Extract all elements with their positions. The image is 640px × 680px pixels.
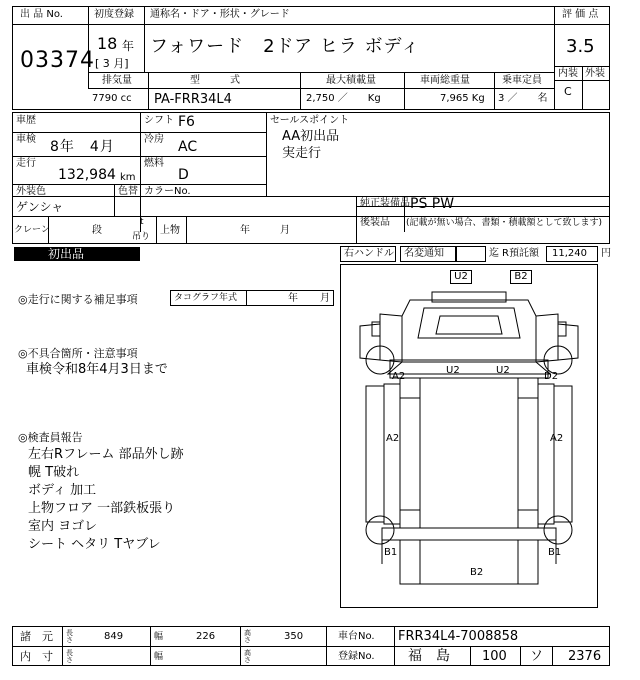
lot-number: 03374: [20, 48, 95, 73]
exterior-label: 外装: [585, 68, 605, 79]
deck-year: 年: [240, 225, 250, 236]
tachograph-label: タコグラフ年式: [174, 293, 238, 303]
color-label: 外装色: [16, 186, 46, 197]
tacho-month: 月: [320, 293, 330, 304]
load-label: 最大積載量: [326, 75, 376, 86]
history-label: 車歴: [16, 115, 36, 126]
r-calc-unit: 円: [601, 248, 611, 259]
fuel-value: D: [178, 167, 189, 183]
gross-label: 車両総重量: [420, 75, 470, 86]
mark-a2-left-front: A2: [392, 371, 406, 382]
vin-label: 車台No.: [338, 631, 375, 642]
defect-item-1: 車検令和8年4月3日まで: [26, 362, 168, 377]
reg-class: 100: [482, 649, 507, 664]
equip-value: PS PW: [410, 196, 455, 212]
r-calc-label: R預託額: [502, 248, 539, 259]
sales-point-1: AA初出品: [282, 129, 340, 144]
inner-label: 内 寸: [20, 650, 53, 663]
interior-label: 内装: [558, 68, 578, 79]
ac-value: AC: [178, 139, 198, 155]
ac-label: 冷房: [144, 134, 164, 145]
r-calc-value: 11,240: [552, 248, 587, 259]
color-code-label: カラーNo.: [144, 186, 191, 197]
inspector-item-4: 上物フロア 一部鉄板張り: [28, 501, 176, 516]
defects-title: ◎不具合箇所・注意事項: [18, 347, 138, 360]
tacho-year: 年: [288, 293, 298, 304]
fuel-label: 燃料: [144, 158, 164, 169]
mark-u2-top: U2: [450, 270, 472, 284]
mark-a2-left-side: A2: [386, 433, 400, 444]
height-value: 350: [284, 631, 304, 642]
inner-width-label: 幅: [154, 652, 164, 662]
width-value: 226: [196, 631, 216, 642]
mileage-label: 走行: [16, 158, 36, 169]
height-label: 高さ: [244, 629, 251, 644]
load-value: 2,750 ／ Kg: [306, 93, 381, 104]
length-value: 849: [104, 631, 124, 642]
mark-b2-rear: B2: [470, 567, 484, 578]
aftermarket-note: (記載が無い場合、書類・積載額として致します): [406, 218, 603, 228]
equip-label: 純正装備品: [360, 198, 410, 209]
interior-grade: C: [564, 85, 572, 98]
mark-u2-cab-left: U2: [446, 365, 460, 376]
inspector-item-1: 左右Rフレーム 部品外し跡: [28, 447, 184, 462]
score-label: 評 価 点: [562, 9, 599, 20]
displacement-label: 排気量: [102, 75, 132, 86]
deck-label: 上物: [160, 225, 180, 236]
lot-label: 出 品 No.: [20, 9, 63, 20]
inspector-item-5: 室内 ヨゴレ: [28, 519, 98, 534]
shift-label: シフト: [144, 115, 174, 126]
mark-u2-cab-right: U2: [496, 365, 510, 376]
reg-region: 福 島: [408, 648, 450, 664]
vin-value: FRR34L4-7008858: [398, 629, 519, 644]
inspector-title: ◎検査員報告: [18, 431, 83, 444]
inspection-label: 車検: [16, 134, 36, 145]
inspection-value: 8年 4月: [50, 139, 115, 155]
inner-length-label: 長さ: [66, 649, 73, 664]
first-reg-label: 初度登録: [94, 9, 134, 20]
mark-b1-right-rear: B1: [548, 547, 562, 558]
score-value: 3.5: [566, 36, 595, 57]
gross-value: 7,965 Kg: [440, 93, 485, 104]
mileage-value: 132,984: [58, 167, 116, 183]
capacity-value: 3 ／ 名: [498, 93, 548, 104]
mark-a2-right-side: A2: [550, 433, 564, 444]
displacement-value: 7790 cc: [92, 93, 132, 104]
model-label: 型 式: [190, 75, 240, 86]
crane-label: クレーン: [14, 225, 50, 235]
color-change-label: 色替: [118, 186, 138, 197]
driving-notes-title: ◎走行に関する補足事項: [18, 293, 138, 306]
aftermarket-label: 後装品: [360, 217, 390, 228]
inner-height-label: 高さ: [244, 649, 251, 664]
reg-kana: ソ: [530, 649, 544, 664]
inspector-item-2: 幌 T破れ: [28, 465, 80, 480]
year-unit: 年: [122, 39, 135, 53]
steering-value: 右ハンドル: [344, 248, 394, 259]
first-reg-year: 18: [97, 34, 118, 53]
color-value: ゲンシャ: [16, 200, 64, 214]
first-reg-month: [ 3 月]: [95, 57, 129, 70]
deadline-label: 迄: [489, 248, 499, 259]
mark-d2-right-front: D2: [544, 371, 559, 382]
reg-number: 2376: [568, 649, 602, 664]
shift-value: F6: [178, 114, 195, 130]
car-name: フォワード 2ドア ヒラ ボディ: [150, 36, 421, 57]
crane-lift: 吊り: [132, 232, 151, 242]
inspector-item-3: ボディ 加工: [28, 483, 97, 498]
deck-month: 月: [280, 225, 290, 236]
reg-label: 登録No.: [338, 651, 375, 662]
mark-b2-top: B2: [510, 270, 532, 284]
model-value: PA-FRR34L4: [154, 92, 232, 107]
crane-stage: 段: [92, 225, 102, 236]
inspector-item-6: シート ヘタリ Tヤブレ: [28, 537, 161, 552]
sales-label: セールスポイント: [270, 115, 350, 126]
sales-point-2: 実走行: [282, 146, 322, 161]
length-label: 長さ: [66, 629, 73, 644]
crane-ton: t: [140, 217, 144, 227]
change-notice-label: 名変通知: [404, 248, 444, 259]
name-label: 通称名・ドア・形状・グレード: [150, 9, 290, 20]
capacity-label: 乗車定員: [502, 75, 542, 86]
spec-label: 諸 元: [20, 630, 53, 643]
first-listing-badge: 初出品: [14, 247, 140, 261]
width-label: 幅: [154, 632, 164, 642]
mileage-unit: km: [120, 172, 136, 183]
mark-b1-left-rear: B1: [384, 547, 398, 558]
